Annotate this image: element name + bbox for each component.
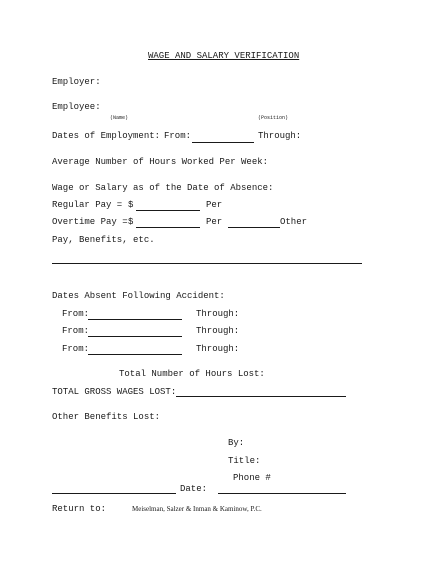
form-title: WAGE AND SALARY VERIFICATION bbox=[148, 51, 300, 61]
employment-from-field[interactable] bbox=[192, 142, 254, 143]
absence-3-from-field[interactable] bbox=[88, 354, 182, 355]
title-label: Title: bbox=[228, 456, 261, 466]
absence-3-from-label: From: bbox=[62, 344, 90, 354]
regular-pay-dollar: $ bbox=[128, 200, 134, 210]
phone-label: Phone # bbox=[233, 473, 271, 483]
signature-field[interactable] bbox=[52, 493, 176, 494]
other-label: Other bbox=[280, 217, 308, 227]
total-hours-lost-label: Total Number of Hours Lost: bbox=[119, 369, 265, 379]
regular-pay-per-label: Per bbox=[206, 200, 223, 210]
absence-3-through-label: Through: bbox=[196, 344, 240, 354]
absence-2-from-field[interactable] bbox=[88, 336, 182, 337]
pay-benefits-label: Pay, Benefits, etc. bbox=[52, 235, 155, 245]
dates-of-employment-label: Dates of Employment: bbox=[52, 131, 161, 141]
overtime-pay-dollar: $ bbox=[128, 217, 134, 227]
absence-2-from-label: From: bbox=[62, 326, 90, 336]
employment-from-label: From: bbox=[164, 131, 192, 141]
employment-through-label: Through: bbox=[258, 131, 302, 141]
by-label: By: bbox=[228, 438, 245, 448]
wage-as-of-label: Wage or Salary as of the Date of Absence: bbox=[52, 183, 274, 193]
return-to-label: Return to: bbox=[52, 504, 107, 514]
absence-1-from-field[interactable] bbox=[88, 319, 182, 320]
average-hours-label: Average Number of Hours Worked Per Week: bbox=[52, 157, 269, 167]
dates-absent-label: Dates Absent Following Accident: bbox=[52, 291, 225, 301]
employer-label: Employer: bbox=[52, 77, 101, 87]
overtime-pay-per-label: Per bbox=[206, 217, 223, 227]
pay-benefits-field[interactable] bbox=[52, 263, 362, 264]
overtime-per-field[interactable] bbox=[228, 227, 280, 228]
other-benefits-label: Other Benefits Lost: bbox=[52, 412, 161, 422]
overtime-pay-field[interactable] bbox=[136, 227, 200, 228]
position-caption: (Position) bbox=[258, 115, 289, 121]
date-field[interactable] bbox=[218, 493, 346, 494]
absence-1-from-label: From: bbox=[62, 309, 90, 319]
absence-1-through-label: Through: bbox=[196, 309, 240, 319]
name-caption: (Name) bbox=[110, 115, 129, 121]
total-gross-wages-label: TOTAL GROSS WAGES LOST: bbox=[52, 387, 177, 397]
total-gross-wages-field[interactable] bbox=[176, 396, 346, 397]
employee-label: Employee: bbox=[52, 102, 101, 112]
return-to-address: Meiselman, Salzer & Inman & Kaminow, P.C. bbox=[132, 505, 262, 513]
regular-pay-field[interactable] bbox=[136, 210, 200, 211]
regular-pay-label: Regular Pay = bbox=[52, 200, 123, 210]
absence-2-through-label: Through: bbox=[196, 326, 240, 336]
date-label: Date: bbox=[180, 484, 208, 494]
overtime-pay-label: Overtime Pay = bbox=[52, 217, 128, 227]
